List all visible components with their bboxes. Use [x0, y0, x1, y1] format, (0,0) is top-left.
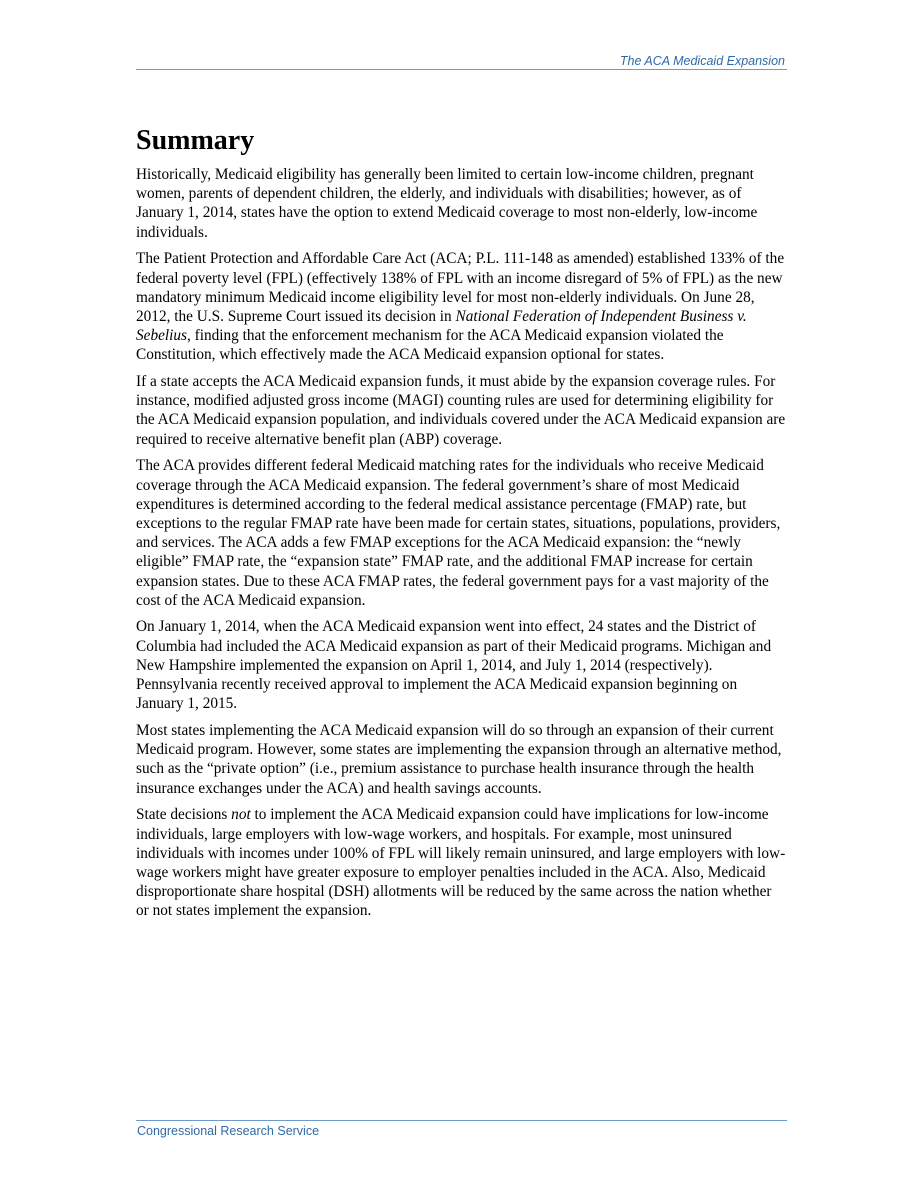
- header-rule: [136, 69, 787, 70]
- emphasis-italic: not: [231, 806, 251, 824]
- paragraph-text: If a state accepts the ACA Medicaid expansion funds, it must abide by the expansion coverage rules. For instance, modified adjusted gross income (MAGI) counting rules are used for determining eligibility for the ACA Medicaid expansion population, and individuals covered under the ACA Medicaid expansion are required to receive alternative benefit plan (ABP) coverage.: [136, 373, 786, 448]
- paragraph-text: The Patient Protection and Affordable Care Act (ACA; P.L. 111-148 as amended) established 133% of the federal poverty level (FPL) (effectively 138% of FPL with an income disregard of 5% of FPL) as the new mandatory minimum Medicaid income eligibility level for most non-elderly individuals. On June 28, 2012, the U.S. Supreme Court issued its decision in: [136, 250, 785, 325]
- summary-paragraph-7: [136, 805, 787, 920]
- summary-paragraph-1: [136, 165, 787, 242]
- paragraph-text: On January 1, 2014, when the ACA Medicaid expansion went into effect, 24 states and the District of Columbia had included the ACA Medicaid expansion as part of their Medicaid programs. Michigan and New Hampshire implemented the expansion on April 1, 2014, and July 1, 2014 (respectively). Pennsylvania recently received approval to implement the ACA Medicaid expansion beginning on January 1, 2015.: [136, 618, 772, 713]
- paragraph-text: The ACA provides different federal Medicaid matching rates for the individuals who receive Medicaid coverage through the ACA Medicaid expansion. The federal government’s share of most Medicaid expenditures is determined according to the federal medical assistance percentage (FMAP) rate, but exceptions to the regular FMAP rate have been made for certain states, situations, populations, providers, and services. The ACA adds a few FMAP exceptions for the ACA Medicaid expansion: the “newly eligible” FMAP rate, the “expansion state” FMAP rate, and the additional FMAP increase for certain expansion states. Due to these ACA FMAP rates, the federal government pays for a vast majority of the cost of the ACA Medicaid expansion.: [136, 457, 781, 609]
- case-name-italic: National Federation of Independent Business v. Sebelius: [136, 307, 747, 345]
- section-heading: Summary: [136, 125, 255, 156]
- running-header-title: The ACA Medicaid Expansion: [619, 54, 785, 68]
- summary-paragraph-3: [136, 372, 787, 449]
- footer-rule: [136, 1120, 787, 1121]
- summary-paragraph-6: [136, 721, 787, 798]
- main-content: [136, 124, 787, 928]
- summary-paragraph-2: [136, 249, 787, 364]
- paragraph-text: Historically, Medicaid eligibility has generally been limited to certain low-income children, pregnant women, parents of dependent children, the elderly, and individuals with disabilities; however, as of January 1, 2014, states have the option to extend Medicaid coverage to most non-elderly, low-income individuals.: [136, 166, 758, 241]
- paragraph-text: State decisions: [136, 806, 232, 824]
- paragraph-text: to implement the ACA Medicaid expansion could have implications for low-income individuals, large employers with low-wage workers, and hospitals. For example, most uninsured individuals with incomes under 100% of FPL will likely remain uninsured, and large employers with low-wage workers might have greater exposure to employer penalties included in the ACA. Also, Medicaid disproportionate share hospital (DSH) allotments will be reduced by the same across the nation whether or not states implement the expansion.: [136, 806, 786, 920]
- footer-organization: Congressional Research Service: [137, 1124, 320, 1138]
- summary-paragraph-5: [136, 617, 787, 713]
- summary-paragraph-4: [136, 456, 787, 610]
- paragraph-text: Most states implementing the ACA Medicaid expansion will do so through an expansion of their current Medicaid program. However, some states are implementing the expansion through an alternative method, such as the “private option” (i.e., premium assistance to purchase health insurance through the health insurance exchanges under the ACA) and health savings accounts.: [136, 721, 782, 797]
- paragraph-text: , finding that the enforcement mechanism for the ACA Medicaid expansion violated the Constitution, which effectively made the ACA Medicaid expansion optional for states.: [136, 327, 724, 364]
